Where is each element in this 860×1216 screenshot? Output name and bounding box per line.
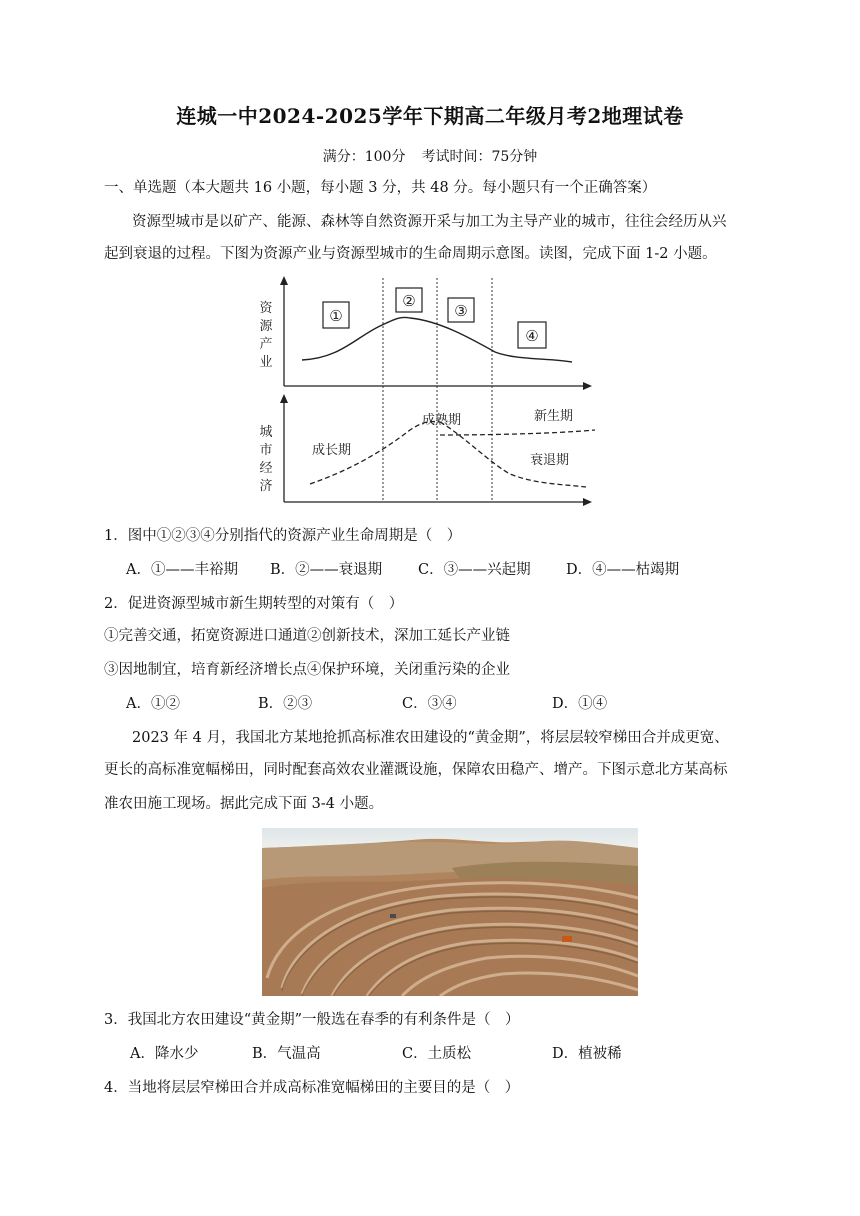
exam-time: 考试时间：75分钟 bbox=[421, 149, 538, 165]
bottom-axis-label-char: 市 bbox=[259, 443, 273, 458]
life-cycle-diagram bbox=[250, 268, 620, 518]
box-label: ① bbox=[329, 307, 343, 325]
top-axis-label-char: 业 bbox=[259, 355, 273, 370]
top-x-arrow bbox=[583, 382, 592, 390]
q2-items-1: ①完善交通，拓宽资源进口通道②创新技术，深加工延长产业链 bbox=[104, 628, 510, 644]
stage-growth-label: 成长期 bbox=[312, 443, 352, 458]
passage2-line-1: 2023 年 4 月，我国北方某地抢抓高标准农田建设的“黄金期”，将层层较窄梯田合并成更宽、 bbox=[132, 730, 729, 746]
top-axis-label-char: 资 bbox=[259, 301, 273, 316]
q2-stem: 2．促进资源型城市新生期转型的对策有（ ） bbox=[104, 596, 404, 612]
q1-option-d[interactable]: D．④——枯竭期 bbox=[566, 562, 680, 578]
q3-options bbox=[130, 1044, 770, 1064]
box-label: ② bbox=[402, 292, 416, 310]
excavator bbox=[562, 936, 572, 942]
top-y-arrow bbox=[280, 276, 288, 285]
bottom-axis-label-char: 城 bbox=[259, 425, 273, 440]
passage2-line-2: 更长的高标准宽幅梯田，同时配套高效农业灌溉设施，保障农田稳产、增产。下图示意北方某高标 bbox=[104, 762, 728, 778]
bottom-x-arrow bbox=[583, 498, 592, 506]
intro-line-1: 资源型城市是以矿产、能源、森林等自然资源开采与加工为主导产业的城市，往往会经历从兴 bbox=[132, 214, 727, 230]
q3-option-a[interactable]: A．降水少 bbox=[130, 1046, 199, 1062]
q3-stem: 3．我国北方农田建设“黄金期”一般选在春季的有利条件是（ ） bbox=[104, 1012, 520, 1028]
top-axis-label-char: 源 bbox=[259, 319, 273, 334]
stage-decline-label: 衰退期 bbox=[530, 453, 570, 468]
top-axis-label-char: 产 bbox=[259, 337, 273, 352]
q4-stem: 4．当地将层层窄梯田合并成高标准宽幅梯田的主要目的是（ ） bbox=[104, 1080, 520, 1096]
bottom-axis-label-char: 济 bbox=[259, 479, 273, 494]
bottom-y-arrow bbox=[280, 394, 288, 403]
q1-stem: 1．图中①②③④分别指代的资源产业生命周期是（ ） bbox=[104, 528, 462, 544]
bottom-axis-label-char: 经 bbox=[259, 461, 273, 476]
q3-option-c[interactable]: C．土质松 bbox=[402, 1046, 472, 1062]
exam-title: 连城一中2024-2025学年下期高二年级月考2地理试卷 bbox=[176, 104, 684, 128]
q2-options bbox=[126, 694, 766, 714]
passage2-line-3: 准农田施工现场。据此完成下面 3-4 小题。 bbox=[104, 796, 384, 812]
stage-new-label: 新生期 bbox=[534, 409, 574, 424]
stage-mature-label: 成熟期 bbox=[422, 413, 462, 428]
q3-option-b[interactable]: B．气温高 bbox=[252, 1046, 321, 1062]
q3-option-d[interactable]: D．植被稀 bbox=[552, 1046, 622, 1062]
q1-option-a[interactable]: A．①——丰裕期 bbox=[126, 562, 238, 578]
box-label: ③ bbox=[454, 302, 468, 320]
exam-meta bbox=[0, 146, 860, 166]
q1-option-b[interactable]: B．②——衰退期 bbox=[270, 562, 383, 578]
section-heading: 一、单选题（本大题共 16 小题，每小题 3 分，共 48 分。每小题只有一个正确答案） bbox=[104, 180, 657, 196]
q2-option-b[interactable]: B．②③ bbox=[258, 696, 313, 712]
terraced-farmland-photo bbox=[262, 828, 638, 996]
q2-items-2: ③因地制宜，培育新经济增长点④保护环境，关闭重污染的企业 bbox=[104, 662, 510, 678]
full-score: 满分：100分 bbox=[322, 149, 406, 165]
q2-option-d[interactable]: D．①④ bbox=[552, 696, 608, 712]
intro-line-2: 起到衰退的过程。下图为资源产业与资源型城市的生命周期示意图。读图，完成下面 1-2 小题。 bbox=[104, 246, 717, 262]
box-label: ④ bbox=[525, 327, 539, 345]
q1-option-c[interactable]: C．③——兴起期 bbox=[418, 562, 531, 578]
q2-option-c[interactable]: C．③④ bbox=[402, 696, 457, 712]
vehicle bbox=[390, 914, 396, 918]
q1-options bbox=[126, 560, 766, 580]
q2-option-a[interactable]: A．①② bbox=[126, 696, 180, 712]
city-economy-renewal-curve bbox=[440, 430, 595, 435]
